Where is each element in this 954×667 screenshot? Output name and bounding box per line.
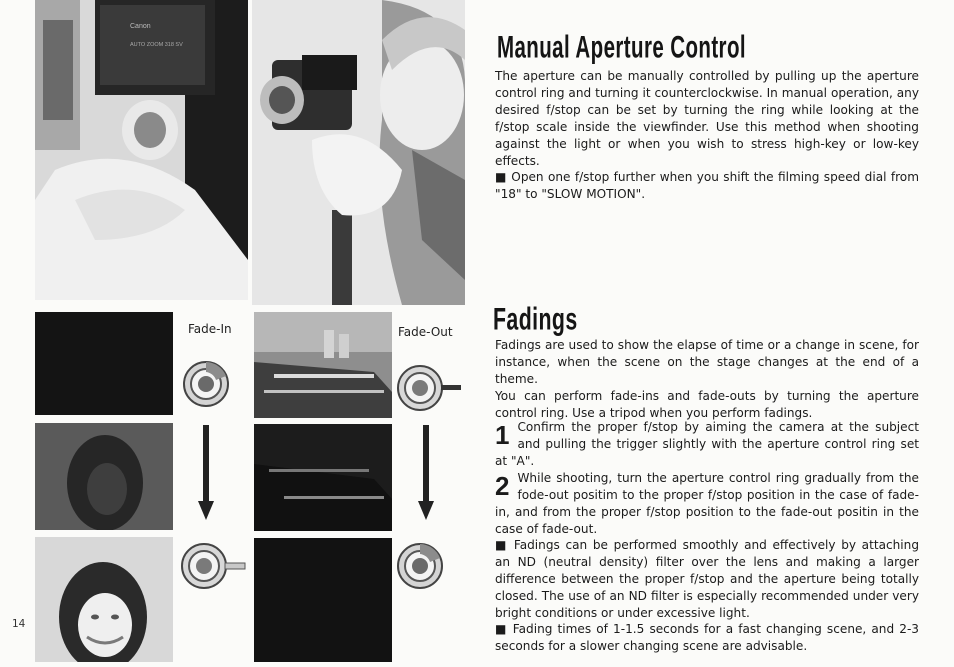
manual-aperture-note: ■ Open one f/stop further when you shift the filming speed dial from "18" to "SLOW MOTION". [495,170,919,201]
fade-out-dial-closed [394,540,446,592]
camera-brand-text: Canon [130,23,151,30]
step-2-number: 2 [495,471,510,501]
fadings-title: Fadings [493,300,578,337]
step-1-text: Confirm the proper f/stop by aiming the camera at the subject and pulling the trigger slightly with the aperture control ring set at "A". [495,420,919,468]
fade-in-dial-open [178,540,248,592]
fade-out-label: Fade-Out [398,325,453,339]
fade-out-frame-2 [254,424,392,531]
fade-out-frame-3 [254,538,392,662]
fade-in-dial-closed [180,358,232,410]
fadings-step-2 [495,470,919,538]
page-number: 14 [12,618,26,630]
fadings-intro: Fadings are used to show the elapse of time or a change in scene, for instance, when the scene on the stage changes at the end of a theme. [495,338,919,386]
fadings-step-1 [495,419,919,470]
fade-in-arrow-icon [198,425,214,520]
fade-in-label: Fade-In [188,322,232,336]
fade-in-frame-2 [35,423,173,530]
step-2-text: While shooting, turn the aperture control ring gradually from the fode-out positim to the proper f/stop position in the case of fade-in, and from the proper f/stop position to the fade-out positin in the case of fade-out. [495,471,919,536]
camera-closeup-photo [35,0,248,300]
camera-model-text: AUTO ZOOM 318 SV [130,42,183,48]
manual-aperture-title: Manual Aperture Control [497,30,746,65]
fadings-nd-filter-note: ■ Fadings can be performed smoothly and effectively by attaching an ND (neutral density) filter over the lens and making a larger difference between the proper f/stop and the aperture being totally closed. The use of an ND filter is especially recommended under very bright conditions or under excessive light. [495,538,919,620]
manual-aperture-paragraph: The aperture can be manually controlled by pulling up the aperture control ring and turning it counterclockwise. In manual operation, any desired f/stop can be set by turning the ring while looking at the f/stop scale inside the viewfinder. Use this method when shooting against the light or when you wish to stress high-key or low-key effects. [495,69,919,168]
fade-out-dial-open [394,362,466,414]
fade-out-frame-1 [254,312,392,418]
fadings-method: You can perform fade-ins and fade-outs by turning the aperture control ring. Use a tripod when you perform fadings. [495,389,919,420]
fadings-timing-note: ■ Fading times of 1-1.5 seconds for a fast changing scene, and 2-3 seconds for a slower changing scene are advisable. [495,622,919,653]
woman-with-camera-photo [252,0,465,305]
fade-in-frame-1 [35,312,173,415]
step-1-number: 1 [495,420,510,450]
fade-in-frame-3 [35,537,173,662]
fade-out-arrow-icon [418,425,434,520]
